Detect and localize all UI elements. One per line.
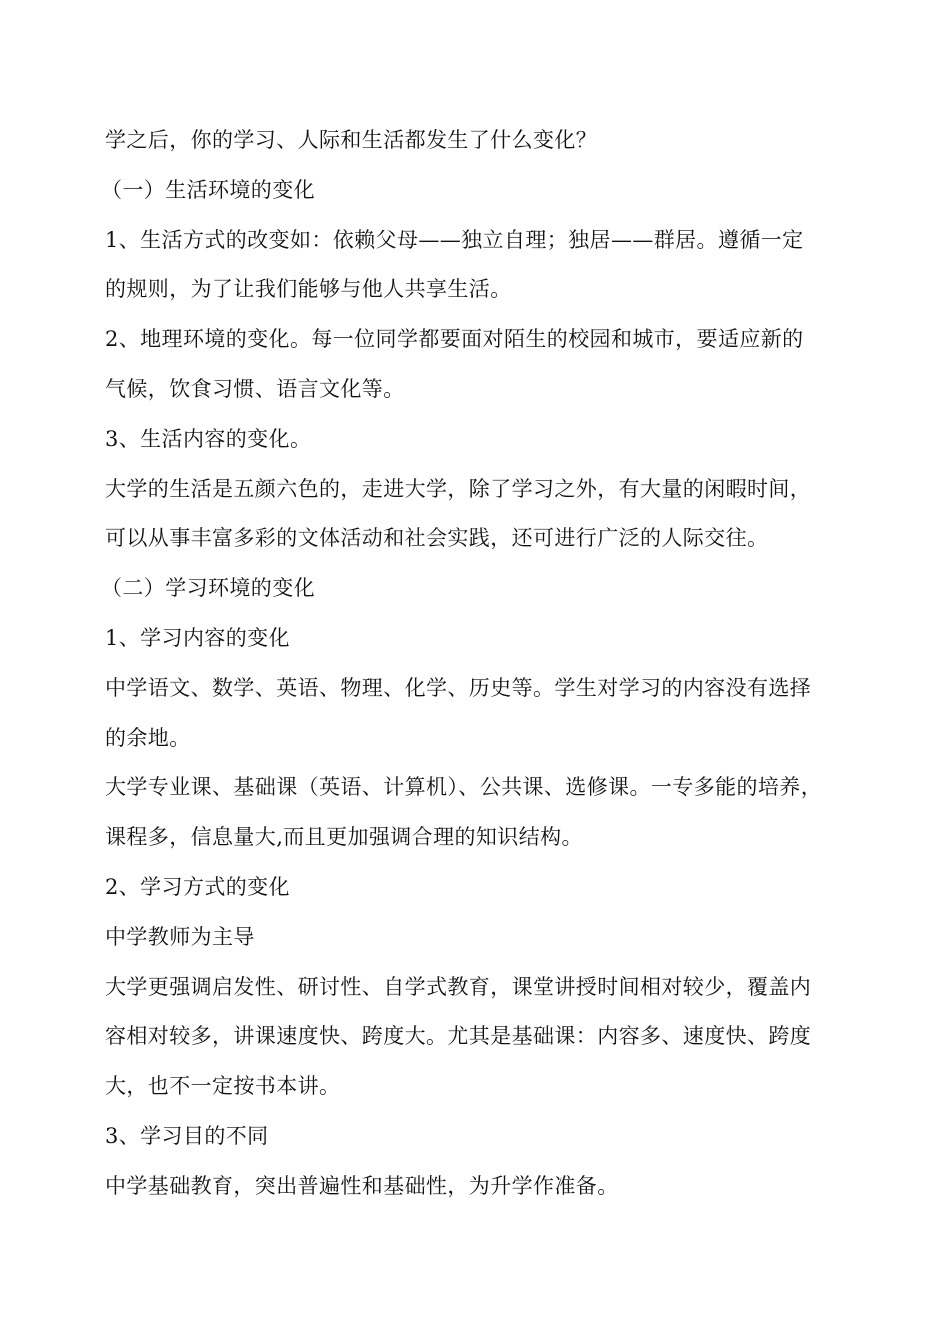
paragraph-line: 大学的生活是五颜六色的，走进大学，除了学习之外，有大量的闲暇时间， [105, 476, 812, 501]
paragraph-line: 气候，饮食习惯、语言文化等。 [105, 376, 405, 401]
subsection-heading: 3、生活内容的变化。 [105, 426, 312, 451]
subsection-heading: 3、学习目的不同 [105, 1123, 269, 1148]
paragraph-line: 大学专业课、基础课（英语、计算机）、公共课、选修课。一专多能的培养， [105, 775, 823, 800]
paragraph-line: 1、生活方式的改变如：依赖父母——独立自理；独居——群居。遵循一定 [105, 227, 804, 252]
section-heading: （二）学习环境的变化 [101, 576, 315, 601]
paragraph-line: 大学更强调启发性、研讨性、自学式教育，课堂讲授时间相对较少，覆盖内 [105, 974, 812, 999]
paragraph-line: 容相对较多，讲课速度快、跨度大。尤其是基础课：内容多、速度快、跨度 [105, 1024, 812, 1049]
paragraph-line: 学之后，你的学习、人际和生活都发生了什么变化？ [105, 128, 598, 152]
paragraph-line: 2、地理环境的变化。每一位同学都要面对陌生的校园和城市，要适应新的 [105, 327, 804, 352]
paragraph-line: 课程多，信息量大,而且更加强调合理的知识结构。 [105, 825, 583, 850]
paragraph-line: 大，也不一定按书本讲。 [105, 1074, 341, 1099]
section-heading: （一）生活环境的变化 [101, 177, 315, 202]
paragraph-line: 中学语文、数学、英语、物理、化学、历史等。学生对学习的内容没有选择 [105, 675, 812, 700]
subsection-heading: 1、学习内容的变化 [105, 625, 290, 650]
document-body [101, 116, 865, 1212]
subsection-heading: 2、学习方式的变化 [105, 874, 290, 899]
paragraph-line: 的规则，为了让我们能够与他人共享生活。 [105, 277, 512, 302]
paragraph-line: 可以从事丰富多彩的文体活动和社会实践，还可进行广泛的人际交往。 [105, 526, 769, 551]
paragraph-line: 的余地。 [105, 725, 191, 750]
paragraph-line: 中学基础教育，突出普遍性和基础性，为升学作准备。 [105, 1173, 619, 1198]
paragraph-line: 中学教师为主导 [105, 924, 255, 949]
